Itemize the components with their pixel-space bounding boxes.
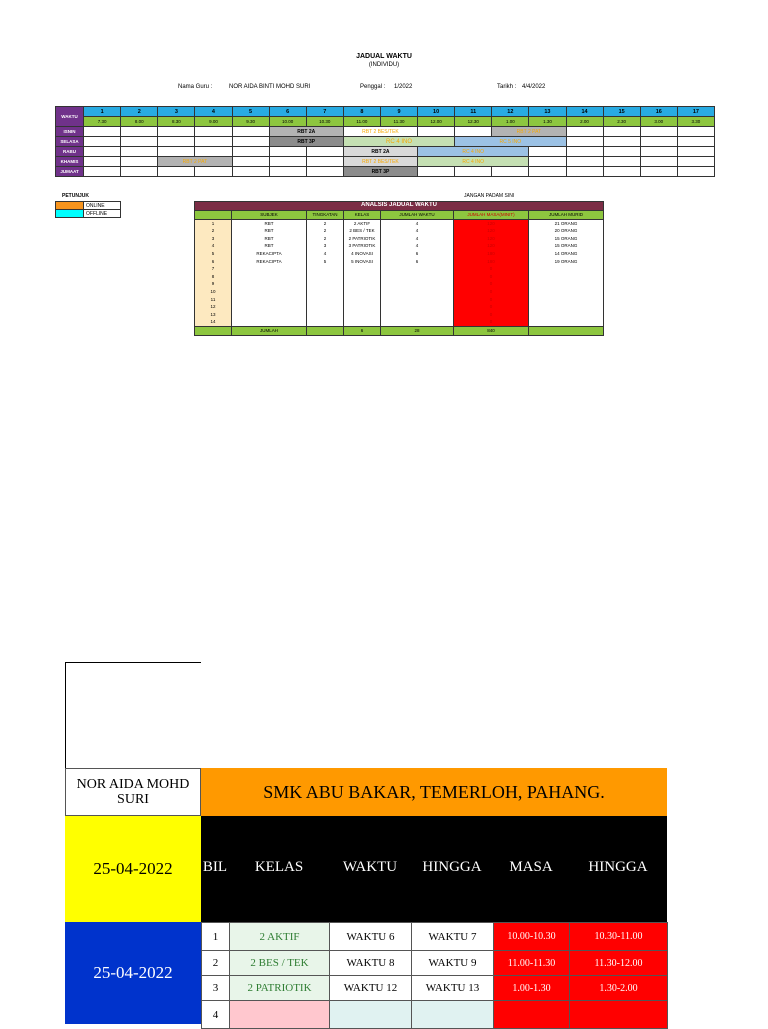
analysis-cell: [344, 311, 381, 319]
session-hingga2: 11.30-12.00: [570, 951, 668, 976]
slot-cell: RBT 2 BES/TEK: [343, 157, 417, 167]
time-10: 12.00: [418, 117, 455, 127]
teacher-label: Nama Guru :: [178, 84, 213, 90]
session-kelas: [230, 1001, 330, 1029]
analysis-cell: [529, 288, 604, 296]
analysis-cell: [344, 296, 381, 304]
analysis-cell: [344, 288, 381, 296]
analysis-cell: 7: [195, 265, 232, 273]
slot-cell: RBT 2 PAT: [492, 127, 566, 137]
session-hingga2: [570, 1001, 668, 1029]
time-15: 2.30: [603, 117, 640, 127]
session-bil: 3: [202, 976, 230, 1001]
analysis-cell: 4: [381, 219, 454, 227]
day-label: SELASA: [56, 137, 84, 147]
analysis-cell: REKACIPTA: [232, 258, 307, 266]
analysis-cell: 1: [195, 219, 232, 227]
analysis-footer-row: [195, 326, 604, 335]
legend: [55, 201, 121, 218]
day-row-khamis: [56, 157, 715, 167]
analysis-cell: 4: [307, 250, 344, 258]
footer-label: JUMLAH: [232, 326, 307, 335]
analysis-cell: 15 ORANG: [529, 235, 604, 243]
day-label: ISNIN: [56, 127, 84, 137]
footer-classes: 6: [344, 326, 381, 335]
analysis-row: [195, 288, 604, 296]
slot-cell: RBT 2A: [269, 127, 343, 137]
analysis-cell: REKACIPTA: [232, 250, 307, 258]
time-12: 1.00: [492, 117, 529, 127]
analysis-cell: 9: [195, 280, 232, 288]
session-kelas: 2 AKTIF: [230, 923, 330, 951]
analysis-cell: [344, 273, 381, 281]
analysis-cell: [307, 265, 344, 273]
analysis-cell: [232, 318, 307, 326]
analysis-row: [195, 219, 604, 227]
col-header: JUMLAH MASA(MINIT): [454, 211, 529, 220]
time-2: 8.00: [121, 117, 158, 127]
analysis-table: [194, 201, 604, 336]
analysis-cell: 4: [381, 227, 454, 235]
time-4: 9.00: [195, 117, 232, 127]
day-row-rabu: [56, 147, 715, 157]
session-hingga: [412, 1001, 494, 1029]
analysis-cell: [381, 311, 454, 319]
session-bil: 4: [202, 1001, 230, 1029]
analysis-cell: [344, 318, 381, 326]
term-value: 1/2022: [394, 84, 413, 90]
analysis-cell: [307, 311, 344, 319]
legend-item-online: [56, 202, 121, 210]
analysis-title: ANALSIS JADUAL WAKTU: [195, 202, 604, 211]
analysis-cell: 2 PATRIOTIK: [344, 235, 381, 243]
slot-cell: RC 4 INO: [418, 157, 529, 167]
analysis-cell: 0: [454, 311, 529, 319]
term-label: Penggal :: [360, 84, 386, 90]
analysis-cell: 4: [381, 242, 454, 250]
date-header: 25-04-2022: [65, 816, 201, 922]
col-hingga-2: HINGGA: [588, 859, 648, 875]
time-1: 7.30: [84, 117, 121, 127]
period-14: 14: [566, 107, 603, 117]
session-hingga2: 1.30-2.00: [570, 976, 668, 1001]
analysis-cell: 15 ORANG: [529, 242, 604, 250]
time-17: 3.30: [677, 117, 714, 127]
legend-label: ONLINE: [84, 202, 121, 210]
analysis-cell: 6: [381, 258, 454, 266]
col-masa: MASA: [509, 859, 553, 875]
period-5: 5: [232, 107, 269, 117]
session-masa: 1.00-1.30: [494, 976, 570, 1001]
session-waktu: WAKTU 8: [330, 951, 412, 976]
col-kelas: KELAS: [254, 859, 304, 875]
analysis-cell: RBT: [232, 219, 307, 227]
date-label: Tarikh :: [497, 84, 517, 90]
footer-minutes: 840: [454, 326, 529, 335]
analysis-cell: [307, 280, 344, 288]
session-waktu: WAKTU 12: [330, 976, 412, 1001]
session-masa: 10.00-10.30: [494, 923, 570, 951]
legend-title: PETUNJUK: [62, 193, 89, 199]
analysis-row: [195, 280, 604, 288]
session-hingga: WAKTU 9: [412, 951, 494, 976]
time-row: [56, 117, 715, 127]
analysis-cell: [232, 296, 307, 304]
analysis-title-row: [195, 202, 604, 211]
analysis-row: [195, 235, 604, 243]
side-note: JANGAN PADAM SINI: [464, 193, 515, 199]
period-16: 16: [640, 107, 677, 117]
period-15: 15: [603, 107, 640, 117]
col-header: TINGKATAN: [307, 211, 344, 220]
analysis-cell: 3 PATRIOTIK: [344, 242, 381, 250]
analysis-cell: 20 ORANG: [529, 227, 604, 235]
analysis-cell: [529, 303, 604, 311]
analysis-cell: 0: [454, 318, 529, 326]
footer-periods: 28: [381, 326, 454, 335]
period-6: 6: [269, 107, 306, 117]
time-7: 10.30: [306, 117, 343, 127]
analysis-cell: 0: [454, 273, 529, 281]
time-11: 12.30: [455, 117, 492, 127]
time-3: 8.30: [158, 117, 195, 127]
analysis-cell: [529, 280, 604, 288]
col-waktu: WAKTU: [342, 859, 398, 875]
col-header: [195, 211, 232, 220]
analysis-cell: 14 ORANG: [529, 250, 604, 258]
analysis-row: [195, 311, 604, 319]
analysis-cell: 6: [381, 250, 454, 258]
analysis-row: [195, 273, 604, 281]
analysis-row: [195, 242, 604, 250]
analysis-cell: 19 ORANG: [529, 258, 604, 266]
analysis-cell: 3: [307, 242, 344, 250]
time-14: 2.00: [566, 117, 603, 127]
analysis-cell: 180: [454, 258, 529, 266]
analysis-cell: 0: [454, 303, 529, 311]
analysis-cell: 5 INOVASI: [344, 258, 381, 266]
analysis-cell: [381, 288, 454, 296]
analysis-cell: [529, 265, 604, 273]
analysis-row: [195, 296, 604, 304]
analysis-cell: [344, 265, 381, 273]
analysis-row: [195, 258, 604, 266]
session-waktu: [330, 1001, 412, 1029]
session-masa: 11.00-11.30: [494, 951, 570, 976]
analysis-cell: 2 BES / TEK: [344, 227, 381, 235]
analysis-cell: 120: [454, 242, 529, 250]
analysis-cell: [232, 273, 307, 281]
time-16: 3.00: [640, 117, 677, 127]
session-bil: 1: [202, 923, 230, 951]
analysis-cell: [529, 296, 604, 304]
period-9: 9: [380, 107, 417, 117]
time-8: 11.00: [343, 117, 380, 127]
analysis-cell: 0: [454, 288, 529, 296]
period-1: 1: [84, 107, 121, 117]
period-13: 13: [529, 107, 566, 117]
slot-cell: RBT 2 BES/TEK: [343, 127, 417, 137]
analysis-cell: 2: [195, 227, 232, 235]
analysis-cell: [381, 296, 454, 304]
page-subtitle: (INDIVIDU): [368, 62, 400, 68]
analysis-cell: 3: [195, 235, 232, 243]
analysis-cell: [529, 318, 604, 326]
analysis-cell: [307, 296, 344, 304]
analysis-cell: [232, 265, 307, 273]
analysis-cell: RBT: [232, 242, 307, 250]
time-9: 11.30: [380, 117, 417, 127]
offline-swatch: [56, 210, 84, 218]
analysis-cell: RBT: [232, 227, 307, 235]
session-masa: [494, 1001, 570, 1029]
analysis-cell: [307, 288, 344, 296]
slot-cell: RBT 2 PAT: [158, 157, 232, 167]
day-label: KHAMIS: [56, 157, 84, 167]
analysis-cell: [344, 280, 381, 288]
analysis-cell: [232, 280, 307, 288]
session-hingga2: 10.30-11.00: [570, 923, 668, 951]
session-bil: 2: [202, 951, 230, 976]
analysis-cell: 120: [454, 227, 529, 235]
period-10: 10: [418, 107, 455, 117]
analysis-row: [195, 265, 604, 273]
analysis-cell: 2: [307, 219, 344, 227]
analysis-cell: [232, 303, 307, 311]
period-17: 17: [677, 107, 714, 117]
session-waktu: WAKTU 6: [330, 923, 412, 951]
analysis-row: [195, 250, 604, 258]
analysis-cell: 4: [381, 235, 454, 243]
analysis-cell: 13: [195, 311, 232, 319]
teacher-name-box: NOR AIDA MOHD SURI: [65, 768, 201, 816]
analysis-cell: 4 INOVASI: [344, 250, 381, 258]
analysis-cell: [381, 265, 454, 273]
analysis-cell: [381, 318, 454, 326]
legend-label: OFFLINE: [84, 210, 121, 218]
col-header: SUBJEK: [232, 211, 307, 220]
analysis-cell: [232, 288, 307, 296]
date-value: 4/4/2022: [522, 84, 546, 90]
analysis-cell: 120: [454, 235, 529, 243]
analysis-cell: 0: [454, 265, 529, 273]
analysis-cell: [307, 273, 344, 281]
analysis-row: [195, 227, 604, 235]
online-swatch: [56, 202, 84, 210]
school-name: SMK ABU BAKAR, TEMERLOH, PAHANG.: [201, 768, 667, 816]
day-row-selasa: [56, 137, 715, 147]
analysis-cell: [344, 303, 381, 311]
analysis-cell: 5: [307, 258, 344, 266]
period-11: 11: [455, 107, 492, 117]
analysis-cell: 5: [195, 250, 232, 258]
analysis-row: [195, 303, 604, 311]
day-label: JUMAAT: [56, 167, 84, 177]
slot-cell: RBT 3P: [269, 137, 343, 147]
analysis-cell: 0: [454, 296, 529, 304]
session-hingga: WAKTU 13: [412, 976, 494, 1001]
analysis-cell: [232, 311, 307, 319]
period-3: 3: [158, 107, 195, 117]
col-bil: BIL: [202, 859, 228, 875]
analysis-cell: [307, 303, 344, 311]
analysis-cell: 11: [195, 296, 232, 304]
time-13: 1.30: [529, 117, 566, 127]
analysis-cell: 4: [195, 242, 232, 250]
period-2: 2: [121, 107, 158, 117]
analysis-cell: 180: [454, 250, 529, 258]
analysis-cell: 21 ORANG: [529, 219, 604, 227]
session-row: [202, 976, 668, 1001]
analysis-cell: 120: [454, 219, 529, 227]
blank-frame: [65, 662, 201, 768]
date-block: 25-04-2022: [65, 922, 201, 1024]
time-5: 9.30: [232, 117, 269, 127]
analysis-cell: RBT: [232, 235, 307, 243]
analysis-row: [195, 318, 604, 326]
col-header: JUMLAH WAKTU: [381, 211, 454, 220]
col-hingga: HINGGA: [422, 859, 482, 875]
day-row-jumaat: [56, 167, 715, 177]
session-table: [201, 922, 668, 1029]
col-header: JUMLAH MURID: [529, 211, 604, 220]
analysis-cell: 6: [195, 258, 232, 266]
slot-cell: RBT 3P: [343, 167, 417, 177]
session-kelas: 2 PATRIOTIK: [230, 976, 330, 1001]
session-kelas: 2 BES / TEK: [230, 951, 330, 976]
analysis-cell: [381, 273, 454, 281]
analysis-cell: 14: [195, 318, 232, 326]
period-8: 8: [343, 107, 380, 117]
analysis-header-row: [195, 211, 604, 220]
slot-cell: RC 4 INO: [343, 137, 454, 147]
slot-cell: RBT 2A: [343, 147, 417, 157]
slot-cell: RC 5 INO: [455, 137, 566, 147]
analysis-cell: 10: [195, 288, 232, 296]
day-label: RABU: [56, 147, 84, 157]
analysis-cell: [307, 318, 344, 326]
legend-item-offline: [56, 210, 121, 218]
timetable: [55, 106, 715, 177]
session-row: [202, 1001, 668, 1029]
page-title: JADUAL WAKTU: [356, 53, 412, 60]
col-header: KELAS: [344, 211, 381, 220]
period-12: 12: [492, 107, 529, 117]
day-row-isnin: [56, 127, 715, 137]
analysis-cell: [381, 280, 454, 288]
analysis-cell: 2: [307, 235, 344, 243]
session-hingga: WAKTU 7: [412, 923, 494, 951]
analysis-cell: 2: [307, 227, 344, 235]
analysis-cell: 12: [195, 303, 232, 311]
analysis-cell: 8: [195, 273, 232, 281]
time-6: 10.00: [269, 117, 306, 127]
analysis-cell: [381, 303, 454, 311]
period-4: 4: [195, 107, 232, 117]
analysis-cell: 0: [454, 280, 529, 288]
session-row: [202, 923, 668, 951]
period-7: 7: [306, 107, 343, 117]
analysis-cell: [529, 273, 604, 281]
period-row: [56, 107, 715, 117]
slot-cell: RC 4 INO: [418, 147, 529, 157]
teacher-name: NOR AIDA BINTI MOHD SURI: [229, 84, 311, 90]
corner-label: WAKTU: [56, 107, 84, 127]
session-row: [202, 951, 668, 976]
analysis-cell: 2 AKTIF: [344, 219, 381, 227]
analysis-cell: [529, 311, 604, 319]
